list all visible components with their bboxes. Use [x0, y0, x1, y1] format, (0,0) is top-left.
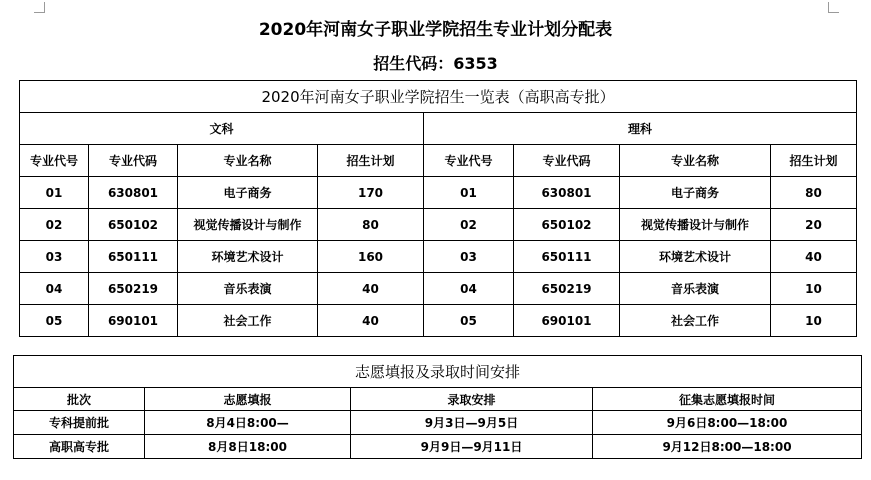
major-name: 电子商务: [620, 177, 771, 209]
enrollment-code: 招生代码：6353: [373, 54, 498, 73]
major-number: 03: [20, 241, 89, 273]
schedule-header-row: [14, 388, 862, 411]
major-name: 电子商务: [178, 177, 318, 209]
column-header: 招生计划: [771, 145, 857, 177]
enrollment-quota: 10: [771, 273, 857, 305]
column-header: 专业代号: [424, 145, 514, 177]
column-header: 批次: [14, 388, 145, 411]
major-code: 690101: [89, 305, 178, 337]
major-number: 02: [20, 209, 89, 241]
major-name: 视觉传播设计与制作: [178, 209, 318, 241]
table-row: [14, 435, 862, 459]
major-code: 650102: [514, 209, 620, 241]
enrollment-quota: 40: [318, 273, 424, 305]
enrollment-quota: 40: [771, 241, 857, 273]
major-code: 650102: [89, 209, 178, 241]
major-number: 04: [424, 273, 514, 305]
enrollment-quota: 160: [318, 241, 424, 273]
enrollment-quota: 10: [771, 305, 857, 337]
major-name: 环境艺术设计: [620, 241, 771, 273]
major-number: 05: [20, 305, 89, 337]
major-number: 01: [20, 177, 89, 209]
major-code: 650111: [514, 241, 620, 273]
enrollment-quota: 40: [318, 305, 424, 337]
supplementary-application-time: 9月12日8:00—18:00: [593, 435, 862, 459]
major-code: 690101: [514, 305, 620, 337]
column-header: 专业代码: [89, 145, 178, 177]
page-corner-mark-right: [828, 2, 839, 13]
major-number: 02: [424, 209, 514, 241]
enrollment-plan-table: [19, 80, 857, 337]
enrollment-quota: 170: [318, 177, 424, 209]
major-number: 01: [424, 177, 514, 209]
plan-table-caption: 2020年河南女子职业学院招生一览表（高职高专批）: [20, 81, 857, 113]
column-header: 专业名称: [178, 145, 318, 177]
supplementary-application-time: 9月6日8:00—18:00: [593, 411, 862, 435]
major-code: 650219: [514, 273, 620, 305]
table-row: [14, 411, 862, 435]
major-number: 03: [424, 241, 514, 273]
application-schedule-table: [13, 355, 862, 459]
table-row: [20, 273, 857, 305]
major-name: 社会工作: [178, 305, 318, 337]
application-time: 8月8日18:00: [145, 435, 351, 459]
column-header: 专业名称: [620, 145, 771, 177]
enrollment-quota: 20: [771, 209, 857, 241]
column-header: 征集志愿填报时间: [593, 388, 862, 411]
major-code: 650219: [89, 273, 178, 305]
schedule-table-caption: 志愿填报及录取时间安排: [14, 356, 862, 388]
arts-section-label: 文科: [20, 113, 424, 145]
page-title: 2020年河南女子职业学院招生专业计划分配表: [258, 20, 613, 40]
column-header: 专业代号: [20, 145, 89, 177]
column-header: 录取安排: [351, 388, 593, 411]
major-name: 环境艺术设计: [178, 241, 318, 273]
science-section-label: 理科: [424, 113, 857, 145]
column-header: 志愿填报: [145, 388, 351, 411]
plan-header-row: [20, 145, 857, 177]
enrollment-quota: 80: [771, 177, 857, 209]
application-time: 8月4日8:00—: [145, 411, 351, 435]
table-row: [20, 177, 857, 209]
table-row: [20, 241, 857, 273]
batch-name: 专科提前批: [14, 411, 145, 435]
major-code: 630801: [514, 177, 620, 209]
column-header: 招生计划: [318, 145, 424, 177]
enrollment-quota: 80: [318, 209, 424, 241]
major-name: 视觉传播设计与制作: [620, 209, 771, 241]
table-row: [20, 209, 857, 241]
batch-name: 高职高专批: [14, 435, 145, 459]
major-name: 社会工作: [620, 305, 771, 337]
column-header: 专业代码: [514, 145, 620, 177]
major-code: 630801: [89, 177, 178, 209]
major-number: 05: [424, 305, 514, 337]
major-number: 04: [20, 273, 89, 305]
major-name: 音乐表演: [178, 273, 318, 305]
major-name: 音乐表演: [620, 273, 771, 305]
major-code: 650111: [89, 241, 178, 273]
admission-time: 9月3日—9月5日: [351, 411, 593, 435]
page-corner-mark-left: [34, 2, 45, 13]
table-row: [20, 305, 857, 337]
admission-time: 9月9日—9月11日: [351, 435, 593, 459]
